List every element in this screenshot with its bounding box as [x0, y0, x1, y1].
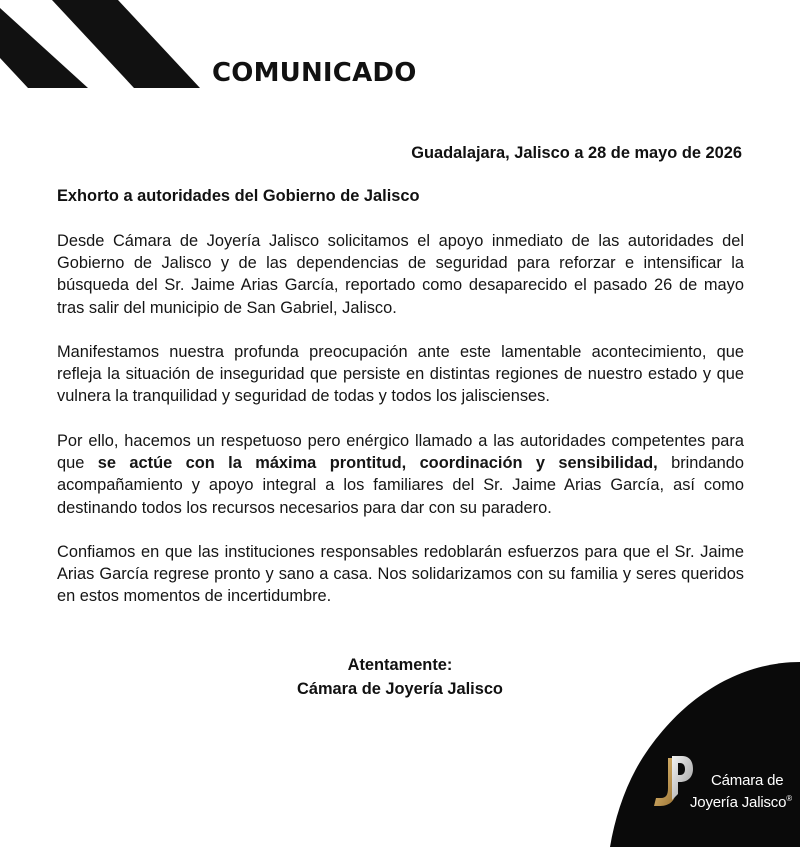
- paragraph-3: [57, 430, 744, 519]
- paragraph-3-after: brindando acompañamiento y apoyo integral a los familiares del Sr. Jaime Arias García, así como destinando todos los recursos necesarios para dar con su paradero.: [57, 454, 745, 517]
- logo-wordmark: [690, 772, 792, 812]
- closing-salutation: Atentamente:: [347, 656, 453, 674]
- logo-line-1: Cámara de: [711, 772, 784, 789]
- decorative-stripes: [0, 0, 210, 92]
- paragraph-3-before: Por ello, hacemos un respetuoso pero enérgico llamado a las autoridades competentes para que: [57, 432, 744, 473]
- page-title: COMUNICADO: [212, 58, 417, 88]
- jp-monogram-icon: [652, 754, 694, 810]
- stripe-right: [52, 0, 200, 88]
- registered-mark: ®: [786, 794, 792, 803]
- paragraph-2: Manifestamos nuestra profunda preocupación ante este lamentable acontecimiento, que refleja la situación de inseguridad que persiste en distintas regiones de nuestro estado y que vulnera la tranquilidad y seguridad de todas y todos los jaliscienses.: [57, 343, 744, 406]
- letter-subject: Exhorto a autoridades del Gobierno de Jalisco: [57, 187, 420, 205]
- date-line: Guadalajara, Jalisco a 28 de mayo de 2026: [411, 144, 742, 162]
- logo-line-2-text: Joyería Jalisco: [690, 794, 787, 811]
- logo-line-2: [690, 790, 792, 812]
- organization-logo: [652, 754, 800, 814]
- paragraph-1: Desde Cámara de Joyería Jalisco solicitamos el apoyo inmediato de las autoridades del Gobierno de Jalisco y de las dependencias de seguridad para reforzar e intensificar la búsqueda del Sr. Jaime Arias García, reportado como desaparecido el pasado 26 de mayo tras salir del municipio de San Gabriel, Jalisco.: [57, 232, 744, 317]
- signature-name: Cámara de Joyería Jalisco: [297, 680, 503, 698]
- paragraph-3-emphasis: se actúe con la máxima prontitud, coordinación y sensibilidad,: [97, 454, 658, 473]
- paragraph-4: Confiamos en que las instituciones responsables redoblarán esfuerzos para que el Sr. Jaime Arias García regrese pronto y sano a casa. Nos solidarizamos con su familia y seres queridos en estos momentos de incertidumbre.: [57, 543, 744, 606]
